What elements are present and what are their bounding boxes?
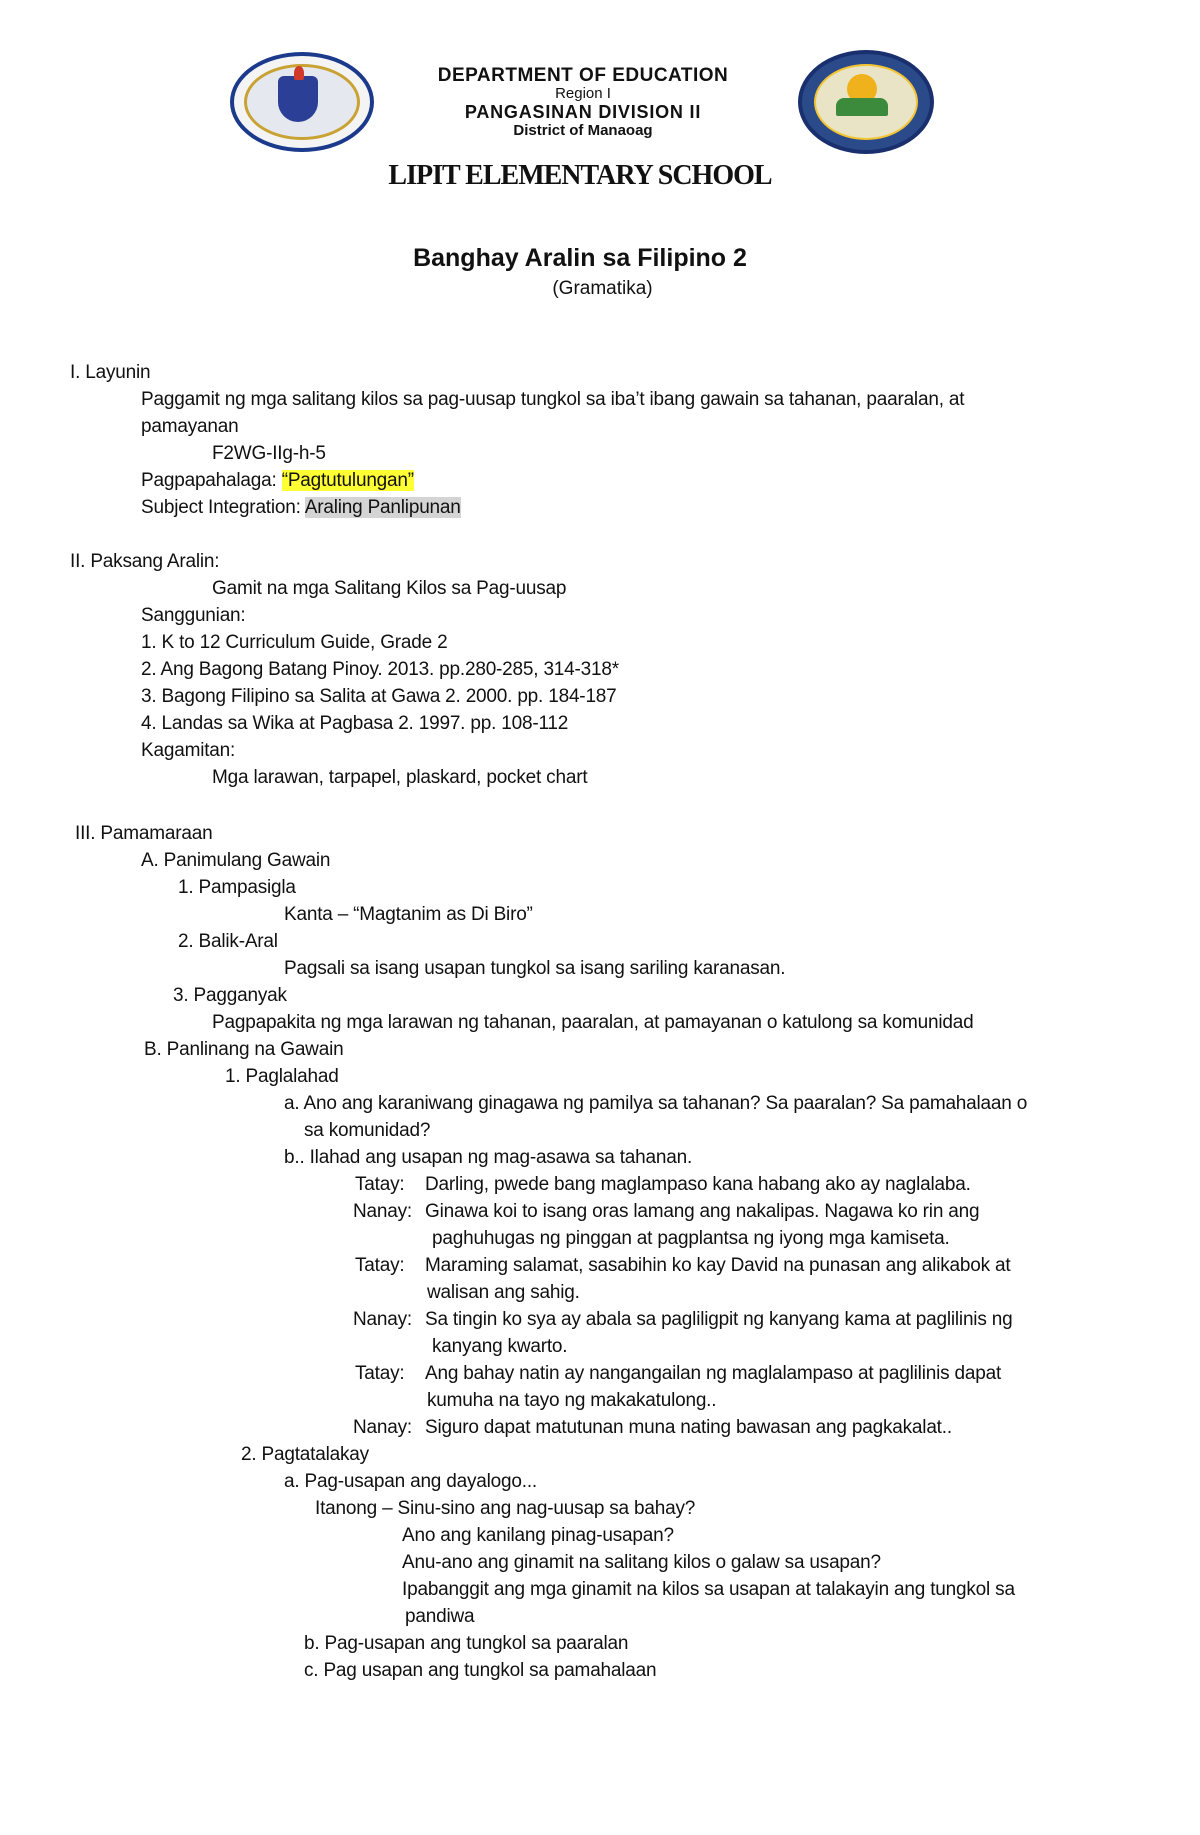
- dialogue-text: Ang bahay natin ay nangangailan ng maglalampaso at paglilinis dapat: [425, 1363, 1002, 1384]
- school-name: LIPIT ELEMENTARY SCHOOL: [388, 160, 772, 191]
- dialogue-text: Maraming salamat, sasabihin ko kay David na punasan ang alikabok at: [425, 1255, 1011, 1276]
- values-line: [141, 469, 414, 493]
- deped-seal-icon: [230, 52, 374, 152]
- question-item: a. Ano ang karaniwang ginagawa ng pamilya sa tahanan? Sa paaralan? Sa pamahalaan o: [284, 1093, 1028, 1114]
- dialogue-text-cont: kanyang kwarto.: [432, 1336, 568, 1357]
- dialogue-speaker: Tatay:: [355, 1363, 405, 1384]
- district-name: District of Manaoag: [513, 122, 653, 139]
- values-label: Pagpapahalaga:: [141, 470, 282, 491]
- dialogue-speaker: Tatay:: [355, 1174, 405, 1195]
- pangasinan-division-seal-icon: [798, 50, 934, 154]
- reference-item: 3. Bagong Filipino sa Salita at Gawa 2. 2000. pp. 184-187: [141, 686, 617, 707]
- materials-label: Kagamitan:: [141, 740, 236, 761]
- dialogue-text: Sa tingin ko sya ay abala sa pagliligpit ng kanyang kama at paglilinis ng: [425, 1309, 1013, 1330]
- topic-text: Gamit na mga Salitang Kilos sa Pag-uusap: [212, 578, 567, 599]
- step-item: 1. Paglalahad: [225, 1066, 339, 1087]
- discussion-question: Itanong – Sinu-sino ang nag-uusap sa bahay?: [315, 1498, 696, 1519]
- dialogue-text-cont: kumuha na tayo ng makakatulong..: [427, 1390, 717, 1411]
- competency-code: F2WG-IIg-h-5: [212, 443, 326, 464]
- references-label: Sanggunian:: [141, 605, 246, 626]
- question-item-cont: sa komunidad?: [304, 1120, 431, 1141]
- discussion-question: Ano ang kanilang pinag-usapan?: [402, 1525, 674, 1546]
- region-name: Region I: [555, 85, 611, 102]
- document-subtitle: (Gramatika): [552, 278, 653, 299]
- materials-text: Mga larawan, tarpapel, plaskard, pocket chart: [212, 767, 588, 788]
- integration-label: Subject Integration:: [141, 497, 305, 518]
- step-detail: Pagsali sa isang usapan tungkol sa isang sariling karanasan.: [284, 958, 786, 979]
- objective-text: Paggamit ng mga salitang kilos sa pag-uusap tungkol sa iba’t ibang gawain sa tahanan, paaralan, at: [141, 389, 965, 410]
- section-paksang-aralin: II. Paksang Aralin:: [70, 551, 220, 572]
- reference-item: 2. Ang Bagong Batang Pinoy. 2013. pp.280-285, 314-318*: [141, 659, 619, 680]
- subsection-a: A. Panimulang Gawain: [141, 850, 331, 871]
- step-item: 3. Pagganyak: [173, 985, 287, 1006]
- integration-line: [141, 496, 461, 520]
- dialogue-text: Darling, pwede bang maglampaso kana habang ako ay naglalaba.: [425, 1174, 971, 1195]
- discussion-question: Ipabanggit ang mga ginamit na kilos sa usapan at talakayin ang tungkol sa: [402, 1579, 1015, 1600]
- dialogue-line: [355, 1173, 405, 1197]
- discussion-item: c. Pag usapan ang tungkol sa pamahalaan: [304, 1660, 657, 1681]
- dialogue-line: [355, 1254, 405, 1278]
- dialogue-text: Siguro dapat matutunan muna nating bawasan ang pagkakalat..: [425, 1417, 952, 1438]
- subsection-b: B. Panlinang na Gawain: [144, 1039, 344, 1060]
- discussion-question: Anu-ano ang ginamit na salitang kilos o galaw sa usapan?: [402, 1552, 881, 1573]
- division-name: PANGASINAN DIVISION II: [464, 102, 702, 122]
- dialogue-speaker: Nanay:: [353, 1309, 413, 1330]
- letterhead-text: [378, 66, 788, 140]
- discussion-item: b. Pag-usapan ang tungkol sa paaralan: [304, 1633, 629, 1654]
- step-detail: Kanta – “Magtanim as Di Biro”: [284, 904, 533, 925]
- step-item: 2. Balik-Aral: [178, 931, 278, 952]
- reference-item: 4. Landas sa Wika at Pagbasa 2. 1997. pp. 108-112: [141, 713, 569, 734]
- dialogue-text-cont: paghuhugas ng pinggan at pagplantsa ng iyong mga kamiseta.: [432, 1228, 950, 1249]
- section-layunin: I. Layunin: [70, 362, 151, 383]
- letterhead: [0, 48, 1200, 148]
- step-item: 1. Pampasigla: [178, 877, 296, 898]
- discussion-question-cont: pandiwa: [405, 1606, 475, 1627]
- dialogue-speaker: Nanay:: [353, 1417, 413, 1438]
- objective-text-cont: pamayanan: [141, 416, 239, 437]
- values-highlight: “Pagtutulungan”: [281, 470, 414, 491]
- dialogue-line: [353, 1308, 412, 1332]
- reference-item: 1. K to 12 Curriculum Guide, Grade 2: [141, 632, 448, 653]
- instruction-item: b.. Ilahad ang usapan ng mag-asawa sa tahanan.: [284, 1147, 693, 1168]
- section-pamamaraan: III. Pamamaraan: [75, 823, 213, 844]
- dialogue-line: [353, 1416, 412, 1440]
- dialogue-line: [355, 1362, 405, 1386]
- dialogue-line: [353, 1200, 412, 1224]
- integration-highlight: Araling Panlipunan: [304, 497, 461, 518]
- step-detail: Pagpapakita ng mga larawan ng tahanan, paaralan, at pamayanan o katulong sa komunidad: [212, 1012, 974, 1033]
- discussion-item: a. Pag-usapan ang dayalogo...: [284, 1471, 538, 1492]
- dialogue-text-cont: walisan ang sahig.: [427, 1282, 580, 1303]
- document-title: Banghay Aralin sa Filipino 2: [413, 244, 747, 272]
- step-item: 2. Pagtatalakay: [241, 1444, 369, 1465]
- dialogue-speaker: Nanay:: [353, 1201, 413, 1222]
- dialogue-text: Ginawa koi to isang oras lamang ang nakalipas. Nagawa ko rin ang: [425, 1201, 980, 1222]
- department-name: DEPARTMENT OF EDUCATION: [437, 65, 729, 86]
- dialogue-speaker: Tatay:: [355, 1255, 405, 1276]
